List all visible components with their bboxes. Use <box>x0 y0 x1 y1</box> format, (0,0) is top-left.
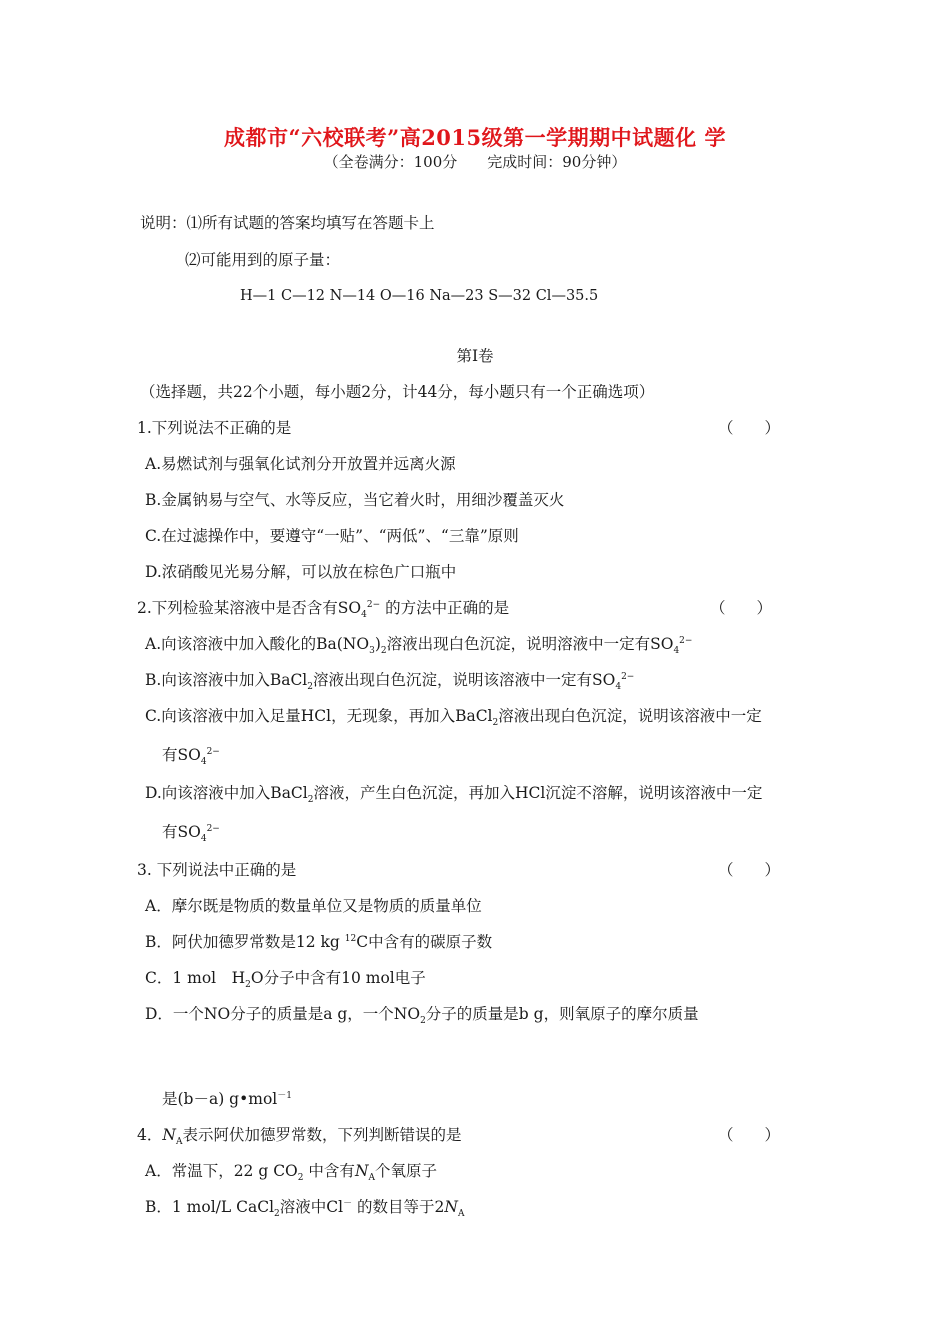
q2-stem-sup: 2− <box>366 599 381 610</box>
q2-d-sub-2: 4 <box>200 834 207 845</box>
q3-d-text-2: 分子的质量是b g，则氧原子的摩尔质量 <box>425 1005 699 1023</box>
q1-option-b: B.金属钠易与空气、水等反应，当它着火时，用细沙覆盖灭火 <box>145 491 565 509</box>
q3-option-b <box>145 932 492 952</box>
q1-option-c: C.在过滤操作中，要遵守“一贴”、“两低”、“三靠”原则 <box>145 527 519 545</box>
q2-stem-text: 2.下列检验某溶液中是否含有SO <box>137 599 362 617</box>
q4-a-sub: 2 <box>297 1173 304 1184</box>
q2-b-text-2: 溶液出现白色沉淀，说明该溶液中一定有SO <box>313 671 616 689</box>
q4-b-text-2: 溶液中Cl <box>279 1198 344 1216</box>
q2-answer-paren: （ ） <box>710 599 773 617</box>
section-title: 第Ⅰ卷 <box>456 347 494 365</box>
q2-c-sup: 2− <box>206 746 220 757</box>
q2-a-sup: 2− <box>679 635 693 646</box>
atomic-masses: H—1 C—12 N—14 O—16 Na—23 S—32 Cl—35.5 <box>240 288 599 304</box>
q2-option-b <box>145 670 635 693</box>
q4-option-a <box>145 1161 438 1184</box>
q4-answer-paren: （ ） <box>718 1126 781 1144</box>
q2-option-c <box>145 706 762 729</box>
q3-d-text-1: D．一个NO分子的质量是a g，一个NO <box>145 1005 421 1023</box>
notes-label: 说明： <box>140 214 187 232</box>
q2-option-a <box>145 634 693 657</box>
q3-option-d-cont <box>162 1089 292 1109</box>
q3-b-sup: 12 <box>344 933 357 944</box>
q4-a-na-sub: A <box>368 1173 375 1184</box>
q1-stem: 1.下列说法不正确的是 <box>137 419 292 437</box>
q4-stem <box>137 1125 462 1148</box>
q2-d-sub-1: 2 <box>307 795 314 806</box>
q3-option-d <box>145 1004 699 1027</box>
q3-answer-paren: （ ） <box>718 861 781 879</box>
exam-subtitle: （全卷满分：100分 完成时间：90分钟） <box>323 153 627 171</box>
notes-item-2: ⑵可能用到的原子量： <box>185 251 341 269</box>
q4-a-text-1: A．常温下，22 g CO <box>145 1162 298 1180</box>
q4-a-text-2: 中含有 <box>303 1162 355 1180</box>
q3-c-text-1: C．1 mol H <box>145 969 246 987</box>
q4-b-na-sub: A <box>457 1209 465 1220</box>
q1-option-d: D.浓硝酸见光易分解，可以放在棕色广口瓶中 <box>145 563 457 581</box>
q4-b-text-3: 的数目等于2 <box>352 1198 445 1216</box>
section-description: （选择题，共22个小题，每小题2分，计44分，每小题只有一个正确选项） <box>140 383 655 401</box>
exam-title: 成都市“六校联考”高2015级第一学期期中试题化 学 <box>224 125 726 150</box>
q2-c-sub-1: 2 <box>492 718 499 729</box>
q4-b-sub: 2 <box>274 1209 280 1220</box>
q4-a-text-3: 个氧原子 <box>375 1162 438 1180</box>
q4-stem-text: 表示阿伏加德罗常数，下列判断错误的是 <box>182 1126 462 1144</box>
q2-a-sub-2: 2 <box>380 646 387 657</box>
q3-d-text-3: 是(b－a) g•mol <box>162 1090 278 1108</box>
q2-option-d-cont <box>162 822 220 845</box>
q2-d-text-3: 有SO <box>162 823 201 841</box>
q2-stem <box>137 598 510 621</box>
q2-stem-sub: 4 <box>361 610 367 621</box>
notes-line-1 <box>140 213 435 233</box>
q2-c-text-2: 溶液出现白色沉淀，说明该溶液中一定 <box>498 707 762 725</box>
q1-answer-paren: （ ） <box>718 419 781 437</box>
q3-c-sub: 2 <box>245 980 251 991</box>
q2-option-c-cont <box>162 745 220 768</box>
q4-b-na-symbol: N <box>444 1198 458 1216</box>
q3-stem: 3. 下列说法中正确的是 <box>137 861 297 879</box>
q2-a-text-3: 溶液出现白色沉淀，说明溶液中一定有SO <box>386 635 674 653</box>
q3-option-a: A．摩尔既是物质的数量单位又是物质的质量单位 <box>145 897 482 915</box>
q2-b-sub-1: 2 <box>307 682 314 693</box>
q2-a-sub-3: 4 <box>673 646 680 657</box>
q4-na-sub: A <box>175 1137 183 1148</box>
q2-a-text-1: A.向该溶液中加入酸化的Ba(NO <box>145 635 370 653</box>
q3-d-sub: 2 <box>420 1016 426 1027</box>
q3-b-text-1: B．阿伏加德罗常数是12 kg <box>145 933 345 951</box>
q2-b-text-1: B.向该溶液中加入BaCl <box>145 671 308 689</box>
q4-stem-num: 4． <box>137 1126 163 1144</box>
notes-item-1: ⑴所有试题的答案均填写在答题卡上 <box>186 214 435 232</box>
q2-d-text-1: D.向该溶液中加入BaCl <box>145 784 308 802</box>
q1-option-a: A.易燃试剂与强氧化试剂分开放置并远离火源 <box>145 455 456 473</box>
q2-a-text-2: ) <box>374 635 381 653</box>
q3-b-text-2: C中含有的碳原子数 <box>356 933 493 951</box>
q3-option-c <box>145 968 426 991</box>
q2-option-d <box>145 783 763 806</box>
q3-c-text-2: O分子中含有10 mol电子 <box>250 969 426 987</box>
q2-c-text-3: 有SO <box>162 746 201 764</box>
q2-d-text-2: 溶液，产生白色沉淀，再加入HCl沉淀不溶解，说明该溶液中一定 <box>313 784 763 802</box>
q4-b-sup: － <box>343 1198 353 1209</box>
q3-d-sup: －1 <box>277 1090 292 1101</box>
q2-c-sub-2: 4 <box>200 757 207 768</box>
q2-stem-end: 的方法中正确的是 <box>380 599 510 617</box>
q2-a-sub-1: 3 <box>369 646 375 657</box>
q4-option-b <box>145 1197 465 1220</box>
q2-c-text-1: C.向该溶液中加入足量HCl，无现象，再加入BaCl <box>145 707 493 725</box>
q2-d-sup: 2− <box>206 823 220 834</box>
q2-b-sub-2: 4 <box>615 682 622 693</box>
q2-b-sup: 2− <box>621 671 635 682</box>
q4-a-na-symbol: N <box>354 1162 369 1180</box>
q4-b-text-1: B．1 mol/L CaCl <box>145 1198 275 1216</box>
q4-na-symbol: N <box>162 1126 176 1144</box>
